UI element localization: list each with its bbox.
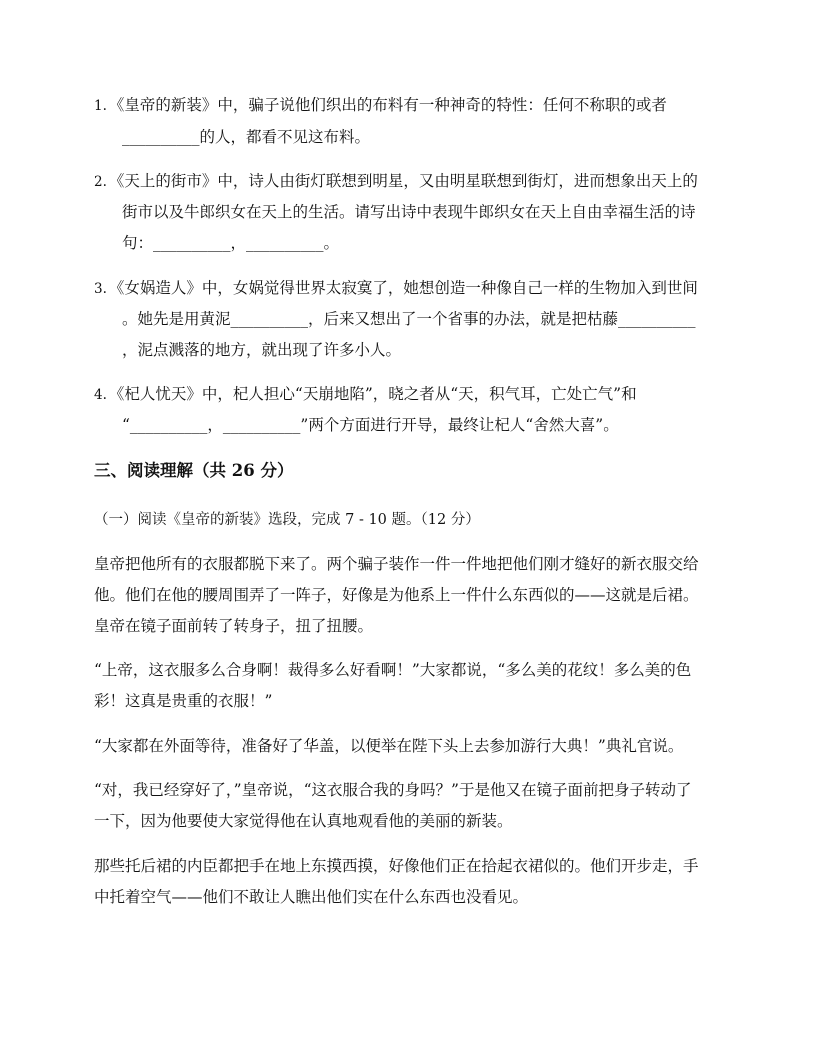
passage-line: 皇帝在镜子面前转了转身子，扭了扭腰。	[94, 617, 374, 635]
passage-line: 彩！这真是贵重的衣服！”	[94, 692, 273, 710]
question-4-text: 《杞人忧天》中，杞人担心“天崩地陷”，晓之者从“天，积气耳，亡处亡气”和	[108, 385, 637, 403]
question-4-number: 4.	[94, 387, 107, 403]
section-3-heading: 三、阅读理解（共 26 分）	[94, 461, 294, 480]
question-1-number: 1.	[94, 98, 107, 114]
question-3-line-3: ，泥点溅落的地方，就出现了许多小人。	[122, 341, 402, 359]
question-1-line-1	[94, 94, 667, 117]
question-2-line-3: 句：__________，__________。	[122, 234, 340, 252]
passage-line: 他。他们在他的腰周围弄了一阵子，好像是为他系上一件什么东西似的——这就是后裙。	[94, 586, 699, 604]
reading-subheading: （一）阅读《皇帝的新装》选段，完成 7 - 10 题。（12 分）	[94, 512, 480, 528]
question-1-line-2: __________的人，都看不见这布料。	[122, 128, 371, 146]
question-3-line-2: 。她先是用黄泥__________，后来又想出了一个省事的办法，就是把枯藤__________	[122, 310, 696, 328]
passage-line: 一下，因为他要使大家觉得他在认真地观看他的美丽的新装。	[94, 812, 513, 830]
passage-line: 中托着空气——他们不敢让人瞧出他们实在什么东西也没看见。	[94, 888, 529, 906]
question-3-number: 3.	[94, 281, 107, 297]
passage-line: “大家都在外面等待，准备好了华盖，以便举在陛下头上去参加游行大典！”典礼官说。	[94, 737, 684, 755]
question-1-text: 《皇帝的新装》中，骗子说他们织出的布料有一种神奇的特性：任何不称职的或者	[108, 96, 667, 114]
passage-line: 那些托后裙的内臣都把手在地上东摸西摸，好像他们正在拾起衣裙似的。他们开步走，手	[94, 857, 699, 875]
question-3-line-1	[94, 277, 698, 300]
passage-line: “对，我已经穿好了，”皇帝说，“这衣服合我的身吗？”于是他又在镜子面前把身子转动了	[94, 781, 692, 799]
question-2-line-1	[94, 170, 698, 193]
question-2-text: 《天上的街市》中，诗人由街灯联想到明星，又由明星联想到街灯，进而想象出天上的	[108, 172, 698, 190]
passage-line: “上帝，这衣服多么合身啊！裁得多么好看啊！”大家都说，“多么美的花纹！多么美的色	[94, 661, 692, 679]
question-3-text: 《女娲造人》中，女娲觉得世界太寂寞了，她想创造一种像自己一样的生物加入到世间	[108, 279, 698, 297]
question-2-number: 2.	[94, 174, 107, 190]
question-2-line-2: 街市以及牛郎织女在天上的生活。请写出诗中表现牛郎织女在天上自由幸福生活的诗	[122, 203, 696, 221]
passage-line: 皇帝把他所有的衣服都脱下来了。两个骗子装作一件一件地把他们刚才缝好的新衣服交给	[94, 555, 699, 573]
question-4-line-1	[94, 383, 637, 406]
question-4-line-2: “__________，__________”两个方面进行开导，最终让杞人“舍然大喜”。	[122, 416, 619, 434]
